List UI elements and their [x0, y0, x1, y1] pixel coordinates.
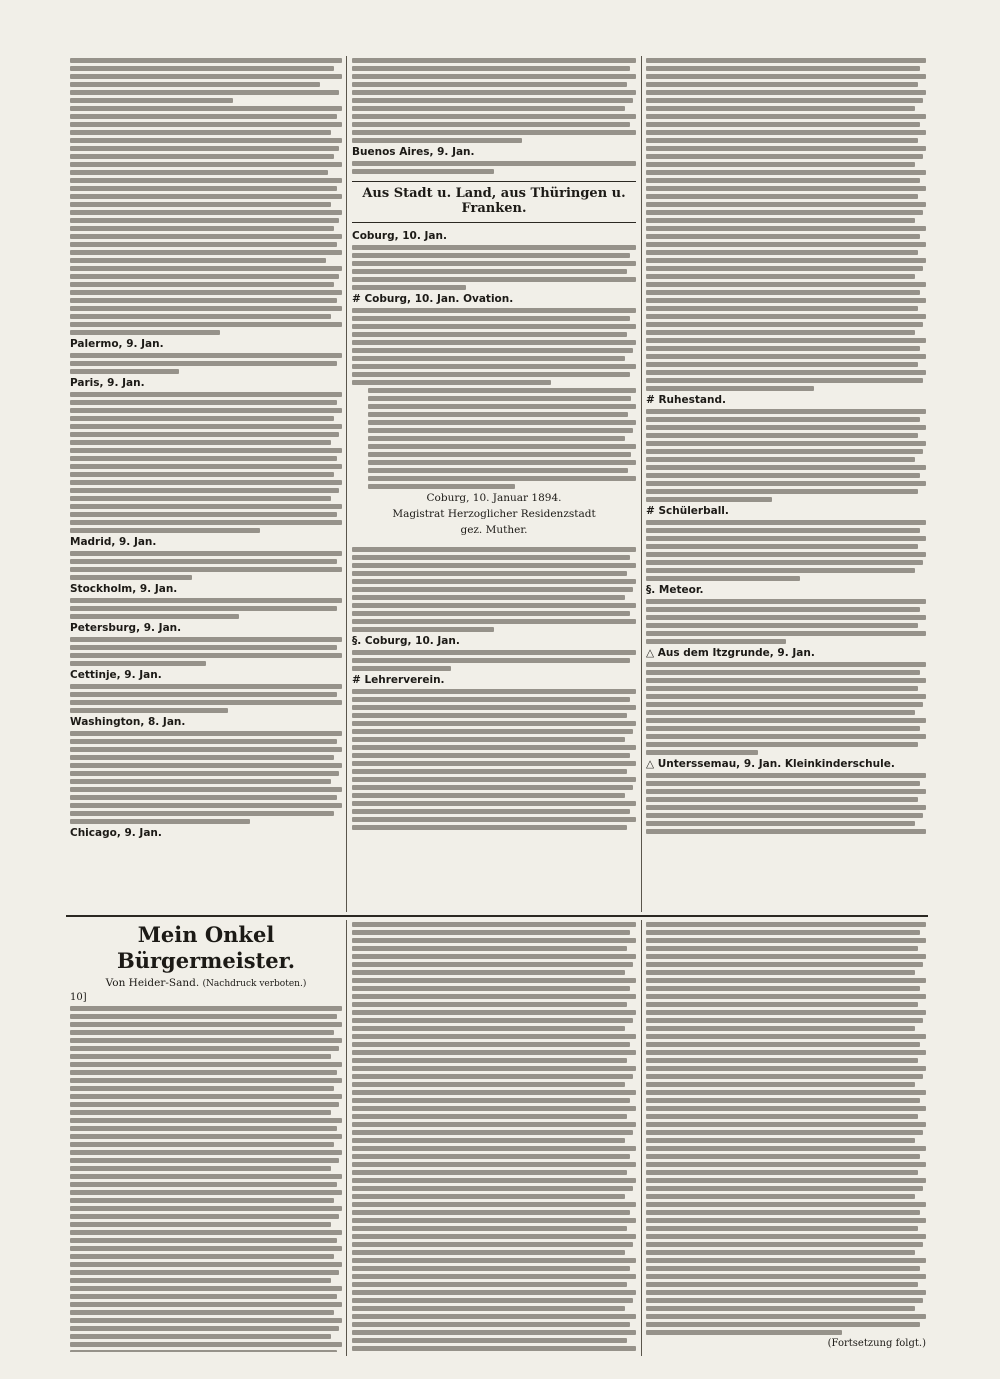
- proclamation-authority: Magistrat Herzoglicher Residenzstadt: [392, 508, 596, 520]
- news-column-right: [646, 58, 926, 910]
- dateline-palermo: Palermo, 9. Jan.: [70, 338, 164, 350]
- dateline-madrid: Madrid, 9. Jan.: [70, 536, 157, 548]
- dateline-paris: Paris, 9. Jan.: [70, 377, 145, 389]
- dateline-coburg-1: Coburg, 10. Jan.: [352, 230, 447, 242]
- serial-byline: [70, 977, 342, 989]
- serial-continuation: (Fortsetzung folgt.): [827, 1338, 926, 1349]
- proclamation-place-date: Coburg, 10. Januar 1894.: [426, 492, 562, 504]
- dateline-coburg-2: # Coburg, 10. Jan. Ovation.: [352, 293, 514, 305]
- serial-reprint-note: (Nachdruck verboten.): [202, 979, 307, 989]
- proclamation-text: [352, 388, 636, 489]
- serial-column-middle: [352, 922, 636, 1352]
- serial-column-right: [646, 922, 926, 1352]
- dateline-schuelerball: # Schülerball.: [646, 505, 729, 517]
- dateline-aus-dem-itzgrunde: △ Aus dem Itzgrunde, 9. Jan.: [646, 647, 815, 659]
- serial-author: Von Heider-Sand.: [105, 977, 200, 989]
- dateline-stockholm: Stockholm, 9. Jan.: [70, 583, 178, 595]
- dateline-buenos-aires: Buenos Aires, 9. Jan.: [352, 146, 475, 158]
- proclamation-signed: gez. Muther.: [460, 524, 528, 536]
- dateline-lehrerverein: # Lehrerverein.: [352, 674, 445, 686]
- news-column-middle: [352, 58, 636, 910]
- dateline-unterssemau: △ Unterssemau, 9. Jan. Kleinkinderschule.: [646, 758, 895, 770]
- dateline-petersburg: Petersburg, 9. Jan.: [70, 622, 182, 634]
- section-heading: Aus Stadt u. Land, aus Thüringen u. Franken.: [352, 181, 636, 223]
- news-column-left: [70, 58, 342, 910]
- dateline-coburg-3: §. Coburg, 10. Jan.: [352, 635, 460, 647]
- dateline-washington: Washington, 8. Jan.: [70, 716, 186, 728]
- serial-number: 10]: [70, 992, 87, 1003]
- dateline-chicago: Chicago, 9. Jan.: [70, 827, 162, 839]
- serial-title: Mein Onkel Bürgermeister.: [116, 922, 296, 973]
- dateline-cettinje: Cettinje, 9. Jan.: [70, 669, 162, 681]
- serial-column-left: [70, 922, 342, 1352]
- dateline-meteor: §. Meteor.: [646, 584, 704, 596]
- dateline-ruhestand: # Ruhestand.: [646, 394, 726, 406]
